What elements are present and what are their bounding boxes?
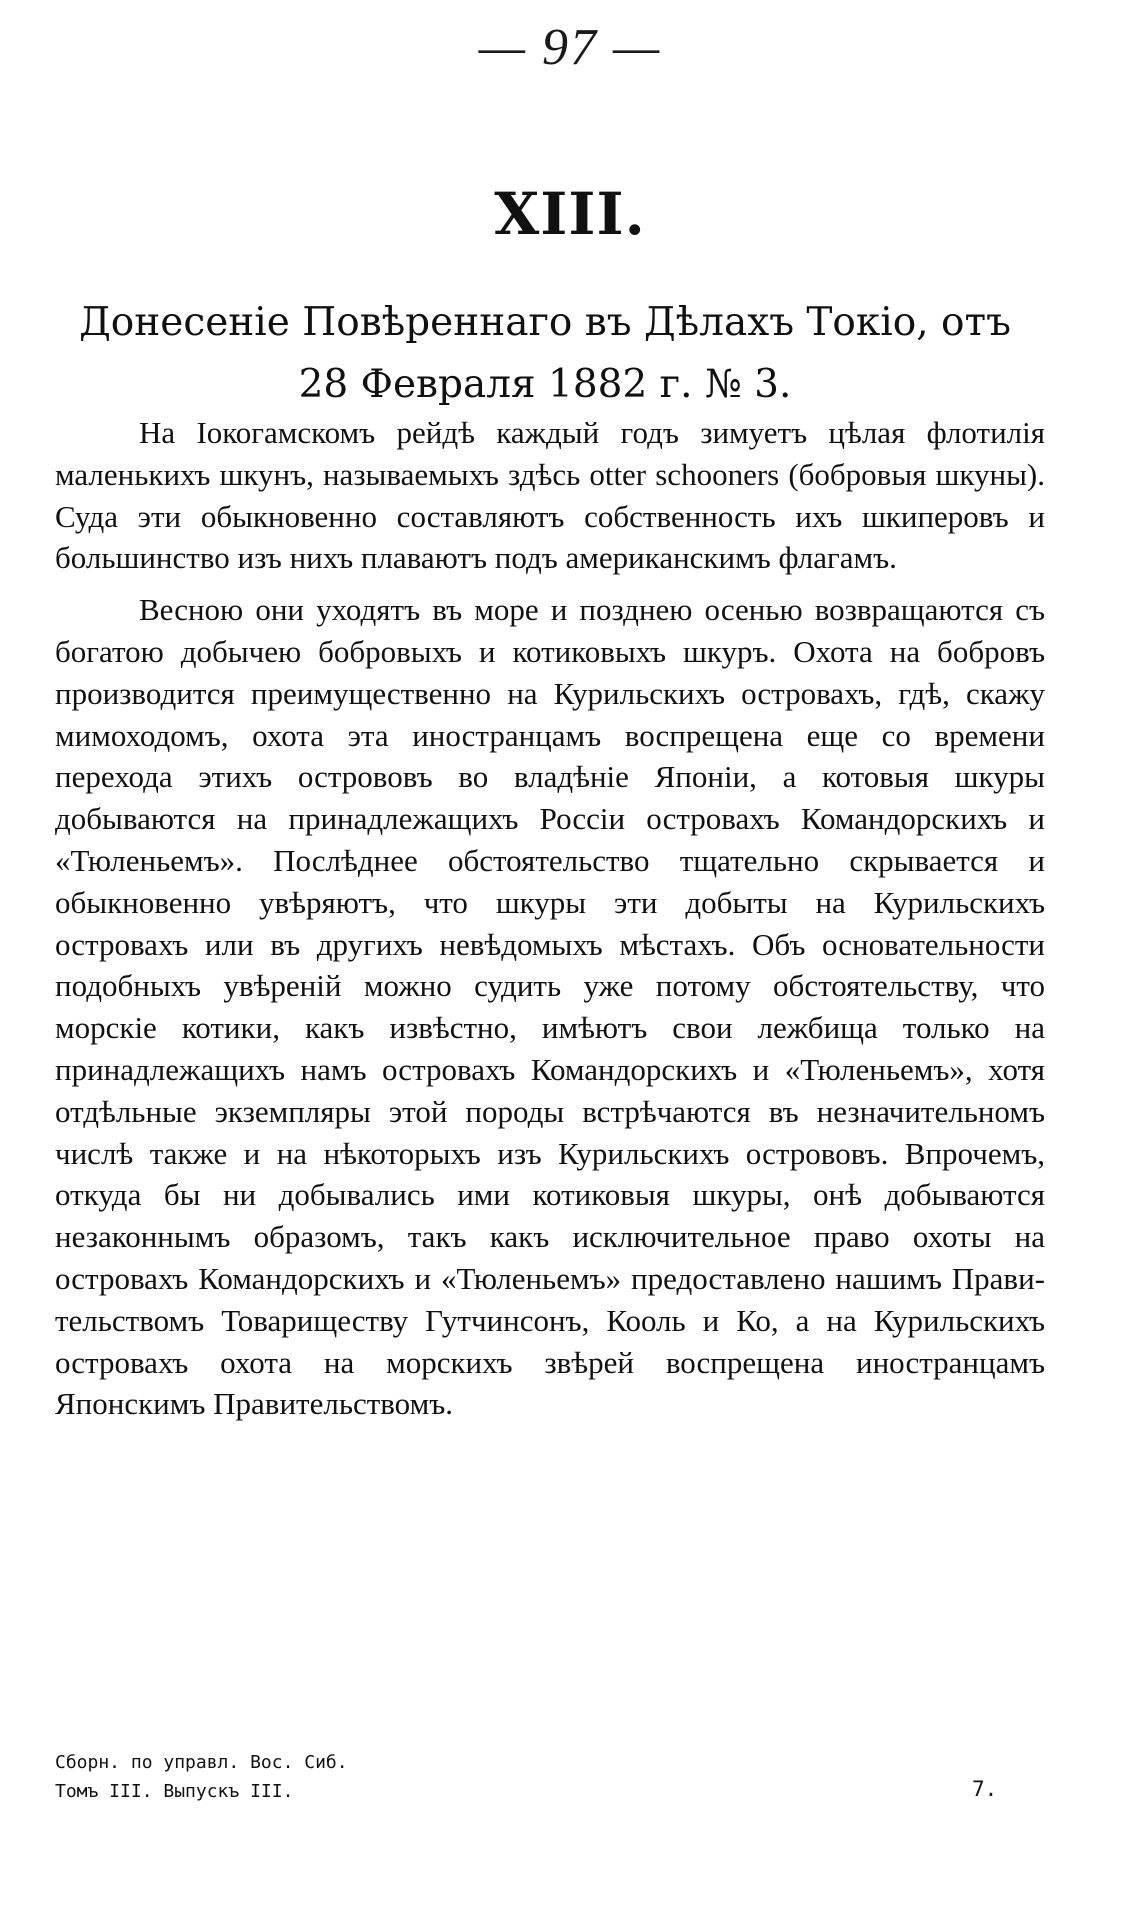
footer-signature-mark: 7. xyxy=(972,1777,998,1801)
paragraph-1: На Іокогамскомъ рейдѣ каждый годъ зимуетъ цѣлая флотилія маленькихъ шкунъ, называемыхъ здѣсь otter schooners (бобровыя шкуны). Суда эти обыкновенно составляютъ собственность ихъ шкиперовъ и большинство изъ нихъ плаваютъ подъ американскимъ флагамъ. xyxy=(55,415,1045,576)
body-text xyxy=(55,412,1045,1425)
footer-publication-note xyxy=(55,1748,348,1806)
document-title: Донесеніе Повѣреннаго въ Дѣлахъ Токіо, отъ 28 Февраля 1882 г. № 3. xyxy=(79,300,1011,407)
page-number: — 97 — xyxy=(478,19,662,76)
section-number: XIII. xyxy=(494,180,646,248)
paragraph-2: Весною они уходятъ въ море и позднею осенью возвращаются съ богатою добычею бобровыхъ и котиковыхъ шкуръ. Охота на бобровъ производится преимущественно на Курильскихъ островахъ, гдѣ, скажу мимоходомъ, охота эта иностранцамъ воспрещена еще со времени перехода этихъ острововъ во владѣніе Японіи, а котовыя шкуры добываются на принадлежащихъ Россіи островахъ Командорскихъ и «Тюленьемъ». Послѣднее обстоятельство тщательно скрывается и обыкновенно увѣряютъ, что шкуры эти добыты на Курильскихъ островахъ или въ другихъ невѣдомыхъ мѣстахъ. Объ основательности подобныхъ увѣреній можно судить уже потому обстоятельству, что морскіе котики, какъ извѣстно, имѣютъ свои лежбища только на принадлежащихъ намъ островахъ Командорскихъ и «Тюленьемъ», хотя отдѣльные экземпляры этой породы встрѣчаются въ незначительномъ числѣ также и на нѣкоторыхъ изъ Курильскихъ острововъ. Впрочемъ, откуда бы ни добывались ими котиковыя шкуры, онѣ добываются незаконнымъ образомъ, такъ какъ исключительное право охоты на островахъ Командорскихъ и «Тюленьемъ» предоставлено нашимъ Правительствомъ Товариществу Гутчинсонъ, Кооль и Ко, а на Курильскихъ островахъ охота на морскихъ звѣрей воспрещена иностранцамъ Японскимъ Правительствомъ. xyxy=(55,592,1045,1422)
footer-line-2: Томъ III. Выпускъ III. xyxy=(55,1781,294,1802)
footer-line-1: Сборн. по управл. Вос. Сиб. xyxy=(55,1752,348,1773)
